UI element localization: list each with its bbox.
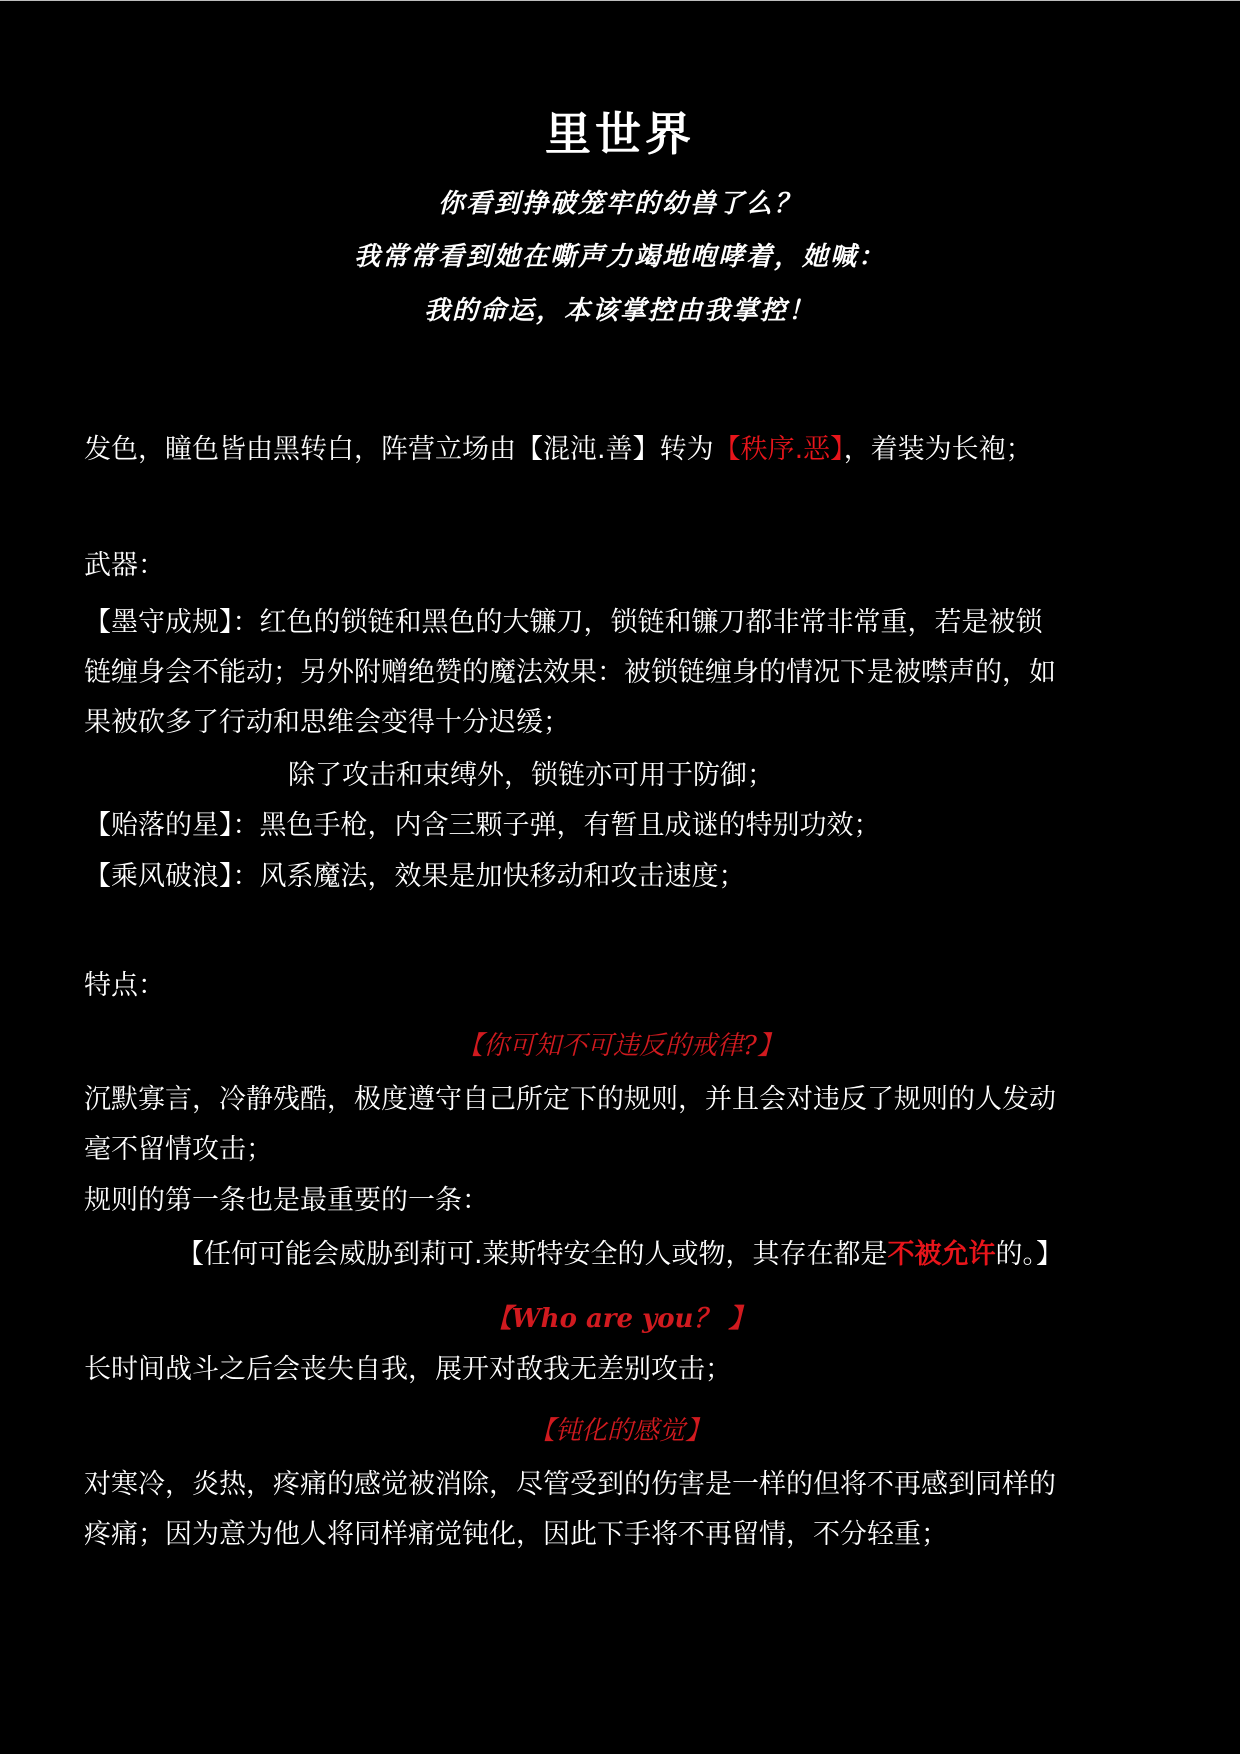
rule-text-1: 【任何可能会威胁到莉可.莱斯特安全的人或物，其存在都是 bbox=[176, 1239, 888, 1270]
page-title: 里世界 bbox=[545, 107, 695, 161]
trait-1-line-2: 毫不留情攻击； bbox=[84, 1134, 273, 1165]
weapons-heading: 武器： bbox=[84, 550, 165, 581]
rule-text-2: 的。】 bbox=[995, 1239, 1064, 1270]
weapon-2: 【贻落的星】：黑色手枪，内含三颗子弹，有暂且成谜的特别功效； bbox=[84, 810, 881, 841]
weapon-3: 【乘风破浪】：风系魔法，效果是加快移动和攻击速度； bbox=[84, 861, 746, 892]
weapon-1-line-1: 【墨守成规】：红色的锁链和黑色的大镰刀，锁链和镰刀都非常非常重，若是被锁 bbox=[84, 607, 1043, 638]
poem-line-3: 我的命运，本该掌控由我掌控！ bbox=[423, 296, 816, 326]
trait-deco-2: 【Who are you？ 】 bbox=[485, 1304, 755, 1334]
weapon-1-line-2: 链缠身会不能动；另外附赠绝赞的魔法效果：被锁链缠身的情况下是被噤声的，如 bbox=[84, 657, 1056, 688]
trait-3-line-2: 疼痛；因为意为他人将同样痛觉钝化，因此下手将不再留情，不分轻重； bbox=[84, 1519, 948, 1550]
traits-heading: 特点： bbox=[84, 970, 165, 1001]
poem-line-2: 我常常看到她在嘶声力竭地咆哮着，她喊： bbox=[353, 242, 886, 272]
appearance-text-2: ，着装为长袍； bbox=[843, 434, 1033, 465]
trait-1-line-1: 沉默寡言，冷静残酷，极度遵守自己所定下的规则，并且会对违反了规则的人发动 bbox=[84, 1084, 1056, 1115]
rule-intro: 规则的第一条也是最重要的一条： bbox=[84, 1185, 489, 1216]
weapon-1-note: 除了攻击和束缚外，锁链亦可用于防御； bbox=[288, 760, 774, 791]
appearance-paragraph bbox=[84, 425, 1164, 475]
trait-2: 长时间战斗之后会丧失自我，展开对敌我无差别攻击； bbox=[84, 1354, 732, 1385]
trait-deco-3: 【钝化的感觉】 bbox=[528, 1416, 711, 1446]
trait-deco-1: 【你可知不可违反的戒律?】 bbox=[457, 1031, 783, 1061]
alignment-highlight: 【秩序.恶】 bbox=[713, 434, 844, 465]
rule-statement bbox=[0, 1230, 1240, 1280]
weapon-1-line-3: 果被砍多了行动和思维会变得十分迟缓； bbox=[84, 707, 570, 738]
poem-line-1: 你看到挣破笼牢的幼兽了么？ bbox=[437, 189, 802, 219]
trait-3-line-1: 对寒冷，炎热，疼痛的感觉被消除，尽管受到的伤害是一样的但将不再感到同样的 bbox=[84, 1469, 1056, 1500]
appearance-text-1: 发色，瞳色皆由黑转白，阵营立场由【混沌.善】转为 bbox=[84, 434, 714, 465]
rule-highlight: 不被允许 bbox=[887, 1239, 996, 1270]
